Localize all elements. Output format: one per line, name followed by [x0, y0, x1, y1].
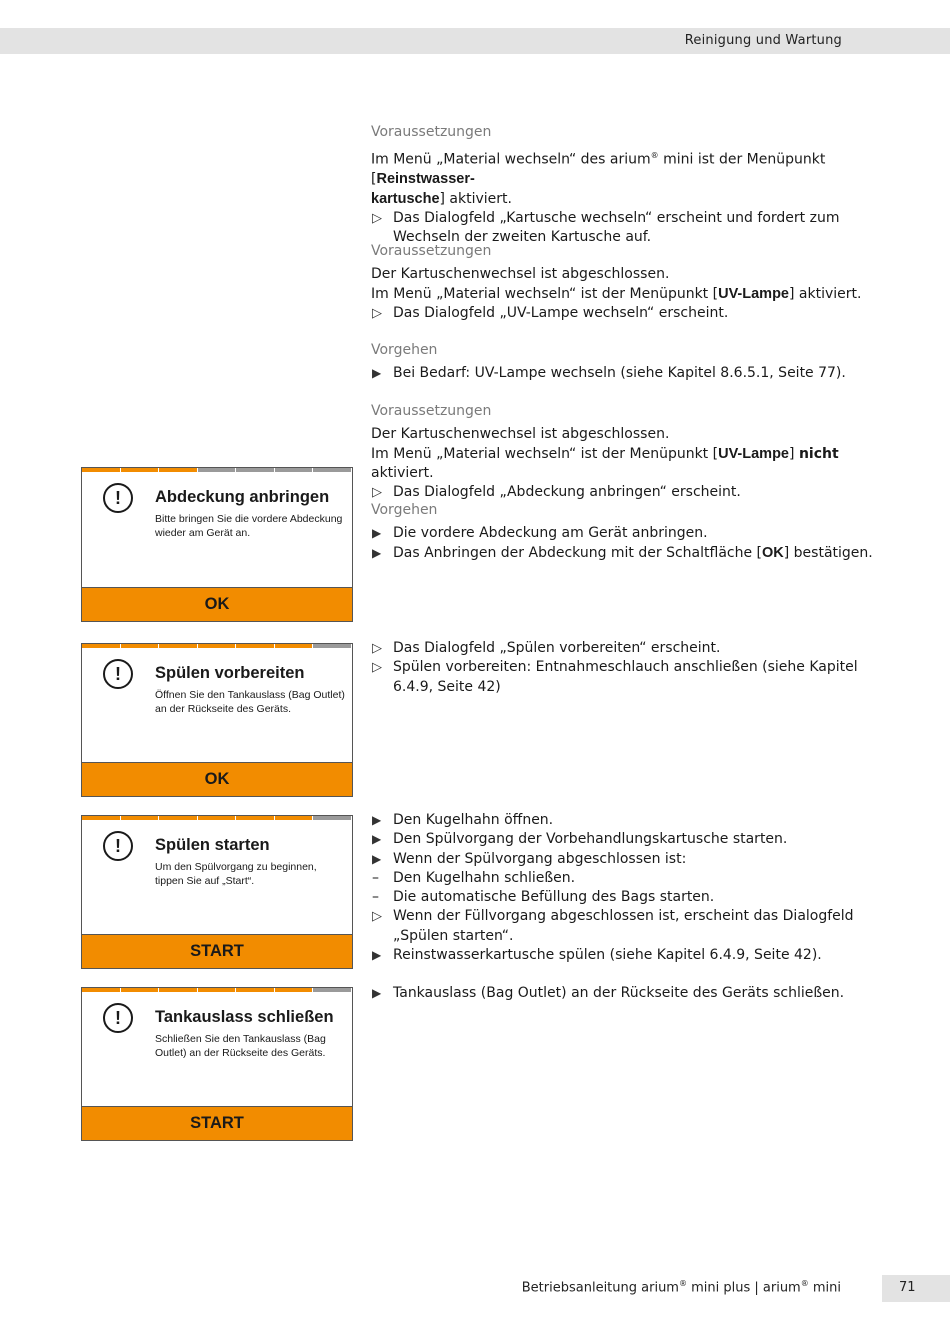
- progress-segment: [275, 644, 314, 648]
- step-item: [371, 364, 901, 383]
- step-item: [371, 850, 901, 869]
- section-procedure-2: [371, 501, 901, 563]
- filled-triangle-icon: ▶: [372, 526, 382, 541]
- button-name: OK: [762, 544, 784, 561]
- dialog-spuelen-starten: [81, 815, 353, 969]
- text-line: [371, 146, 901, 189]
- result-item: [371, 907, 901, 946]
- header-bar: [0, 28, 950, 54]
- progress-segment: [82, 816, 121, 820]
- text-line: [371, 285, 901, 304]
- progress-segment: [198, 644, 237, 648]
- progress-segment: [275, 816, 314, 820]
- result-item: [371, 304, 901, 323]
- menu-item-name: UV-Lampe: [718, 445, 790, 462]
- text: ] aktiviert.: [439, 190, 512, 207]
- dialog-abdeckung-anbringen: [81, 467, 353, 622]
- item-text: Die vordere Abdeckung am Gerät anbringen.: [393, 525, 708, 542]
- item-text: Den Spülvorgang der Vorbehandlungskartusche starten.: [393, 831, 788, 848]
- progress-segment: [82, 468, 121, 472]
- result-item: [371, 483, 901, 502]
- section-prerequisites-1: [371, 123, 901, 247]
- progress-segment: [159, 644, 198, 648]
- ok-button[interactable]: OK: [82, 587, 352, 621]
- dash-marker: –: [372, 869, 379, 886]
- progress-segment: [82, 988, 121, 992]
- text-line: Der Kartuschenwechsel ist abgeschlossen.: [371, 266, 670, 283]
- dash-marker: –: [372, 889, 379, 906]
- exclamation-icon: !: [103, 483, 133, 513]
- menu-item-name: kartusche: [371, 190, 440, 207]
- progress-segment: [275, 468, 314, 472]
- item-text: Das Dialogfeld „UV-Lampe wechseln“ erscheint.: [393, 304, 729, 321]
- progress-segment: [82, 644, 121, 648]
- step-item: [371, 946, 901, 965]
- outline-triangle-icon: ▷: [372, 305, 382, 321]
- sub-step-item: [371, 888, 901, 907]
- start-button[interactable]: START: [82, 934, 352, 968]
- page-number-box: [882, 1275, 950, 1302]
- text: Im Menü „Material wechseln“ des arium: [371, 151, 651, 168]
- dialog-message: Öffnen Sie den Tankauslass (Bag Outlet) an der Rückseite des Geräts.: [155, 689, 345, 715]
- progress-segment: [313, 468, 352, 472]
- progress-bar: [82, 468, 352, 472]
- emphasis-text: nicht: [798, 445, 839, 462]
- item-text: Wenn der Spülvorgang abgeschlossen ist:: [393, 850, 687, 867]
- dialog-message: Schließen Sie den Tankauslass (Bag Outlet) an der Rückseite des Geräts.: [155, 1033, 326, 1059]
- progress-segment: [159, 468, 198, 472]
- item-text: Den Kugelhahn öffnen.: [393, 812, 554, 828]
- progress-segment: [121, 644, 160, 648]
- dialog-title: Spülen vorbereiten: [155, 664, 305, 682]
- progress-segment: [159, 816, 198, 820]
- text: Im Menü „Material wechseln“ ist der Menüpunkt [: [371, 445, 719, 462]
- section-heading: Voraussetzungen: [371, 124, 492, 140]
- step-item: [371, 524, 901, 543]
- item-text: Das Dialogfeld „Spülen vorbereiten“ erscheint.: [393, 640, 721, 656]
- sub-step-item: [371, 869, 901, 888]
- progress-segment: [236, 816, 275, 820]
- footer-text: mini: [808, 1280, 841, 1296]
- step-item: [371, 811, 901, 830]
- dialog-tankauslass-schliessen: [81, 987, 353, 1141]
- filled-triangle-icon: ▶: [372, 851, 382, 866]
- progress-segment: [236, 644, 275, 648]
- header-title: Reinigung und Wartung: [684, 33, 842, 48]
- text-line: Der Kartuschenwechsel ist abgeschlossen.: [371, 426, 670, 443]
- menu-item-name: Reinstwasser-: [376, 171, 475, 188]
- outline-triangle-icon: ▷: [372, 641, 382, 656]
- progress-bar: [82, 988, 352, 992]
- section-heading: Vorgehen: [371, 502, 438, 518]
- filled-triangle-icon: ▶: [372, 545, 382, 560]
- footer-text: mini plus | arium: [686, 1280, 801, 1296]
- outline-triangle-icon: ▷: [372, 210, 382, 226]
- progress-segment: [121, 988, 160, 992]
- section-heading: Voraussetzungen: [371, 243, 492, 259]
- dialog-title: Tankauslass schließen: [155, 1008, 334, 1026]
- progress-segment: [313, 644, 352, 648]
- registered-mark: ®: [800, 1279, 809, 1288]
- outline-triangle-icon: ▷: [372, 660, 382, 676]
- footer-title: [522, 1279, 841, 1295]
- progress-segment: [313, 988, 352, 992]
- menu-item-name: UV-Lampe: [718, 285, 790, 302]
- progress-segment: [121, 816, 160, 820]
- step-item: [371, 544, 901, 563]
- section-prerequisites-3: [371, 402, 901, 502]
- footer-text: Betriebsanleitung arium: [521, 1280, 679, 1296]
- text: ] aktiviert.: [789, 285, 862, 302]
- registered-mark: ®: [650, 151, 659, 161]
- progress-bar: [82, 816, 352, 820]
- item-text: Reinstwasserkartusche spülen (siehe Kapitel 6.4.9, Seite 42).: [393, 947, 822, 964]
- item-text: Den Kugelhahn schließen.: [393, 869, 576, 886]
- result-item: [371, 658, 901, 697]
- section-heading: Voraussetzungen: [371, 403, 492, 419]
- outline-triangle-icon: ▷: [372, 909, 382, 925]
- text: Im Menü „Material wechseln“ ist der Menüpunkt [: [371, 285, 719, 302]
- filled-triangle-icon: ▶: [372, 832, 382, 847]
- progress-segment: [198, 816, 237, 820]
- result-item: [371, 639, 901, 658]
- progress-bar: [82, 644, 352, 648]
- item-text: Tankauslass (Bag Outlet) an der Rückseite des Geräts schließen.: [393, 985, 845, 1001]
- section-close-outlet: [371, 984, 901, 1003]
- item-text: ] bestätigen.: [783, 544, 873, 561]
- ok-button[interactable]: OK: [82, 762, 352, 796]
- text: ]: [789, 445, 799, 462]
- text: aktiviert.: [371, 464, 434, 481]
- progress-segment: [236, 468, 275, 472]
- outline-triangle-icon: ▷: [372, 485, 382, 501]
- filled-triangle-icon: ▶: [372, 366, 382, 381]
- item-text: Wenn der Füllvorgang abgeschlossen ist, erscheint das Dialogfeld „Spülen starten“.: [393, 908, 854, 944]
- progress-segment: [198, 988, 237, 992]
- dialog-spuelen-vorbereiten: [81, 643, 353, 797]
- filled-triangle-icon: ▶: [372, 813, 382, 827]
- dialog-message: Bitte bringen Sie die vordere Abdeckung wieder am Gerät an.: [155, 513, 343, 539]
- dialog-message: Um den Spülvorgang zu beginnen, tippen Sie auf „Start“.: [155, 861, 317, 887]
- filled-triangle-icon: ▶: [372, 986, 382, 1000]
- section-rinse-start: [371, 811, 901, 965]
- item-text: Bei Bedarf: UV-Lampe wechseln (siehe Kapitel 8.6.5.1, Seite 77).: [393, 365, 846, 382]
- section-procedure-1: [371, 341, 901, 384]
- progress-segment: [159, 988, 198, 992]
- progress-segment: [198, 468, 237, 472]
- exclamation-icon: !: [103, 1003, 133, 1033]
- item-text: Das Anbringen der Abdeckung mit der Schaltfläche [: [393, 544, 762, 561]
- page-number: 71: [899, 1280, 916, 1295]
- dialog-title: Spülen starten: [155, 836, 270, 854]
- progress-segment: [313, 816, 352, 820]
- item-text: Das Dialogfeld „Abdeckung anbringen“ erscheint.: [393, 484, 741, 501]
- section-prerequisites-2: [371, 242, 901, 323]
- text-line: [371, 445, 901, 484]
- progress-segment: [121, 468, 160, 472]
- progress-segment: [275, 988, 314, 992]
- progress-segment: [236, 988, 275, 992]
- start-button[interactable]: START: [82, 1106, 352, 1140]
- step-item: [371, 830, 901, 849]
- exclamation-icon: !: [103, 659, 133, 689]
- item-text: Spülen vorbereiten: Entnahmeschlauch anschließen (siehe Kapitel 6.4.9, Seite 42): [393, 659, 858, 695]
- item-text: Das Dialogfeld „Kartusche wechseln“ erscheint und fordert zum Wechseln der zweiten Kartusche auf.: [393, 209, 840, 246]
- filled-triangle-icon: ▶: [372, 948, 382, 963]
- text-line: [371, 190, 901, 209]
- section-heading: Vorgehen: [371, 342, 438, 358]
- step-item: [371, 984, 901, 1003]
- section-rinse-prepare: [371, 639, 901, 697]
- item-text: Die automatische Befüllung des Bags starten.: [393, 889, 715, 906]
- exclamation-icon: !: [103, 831, 133, 861]
- dialog-title: Abdeckung anbringen: [155, 488, 330, 506]
- text: mini ist der Menüpunkt [: [371, 151, 826, 188]
- registered-mark: ®: [678, 1279, 687, 1288]
